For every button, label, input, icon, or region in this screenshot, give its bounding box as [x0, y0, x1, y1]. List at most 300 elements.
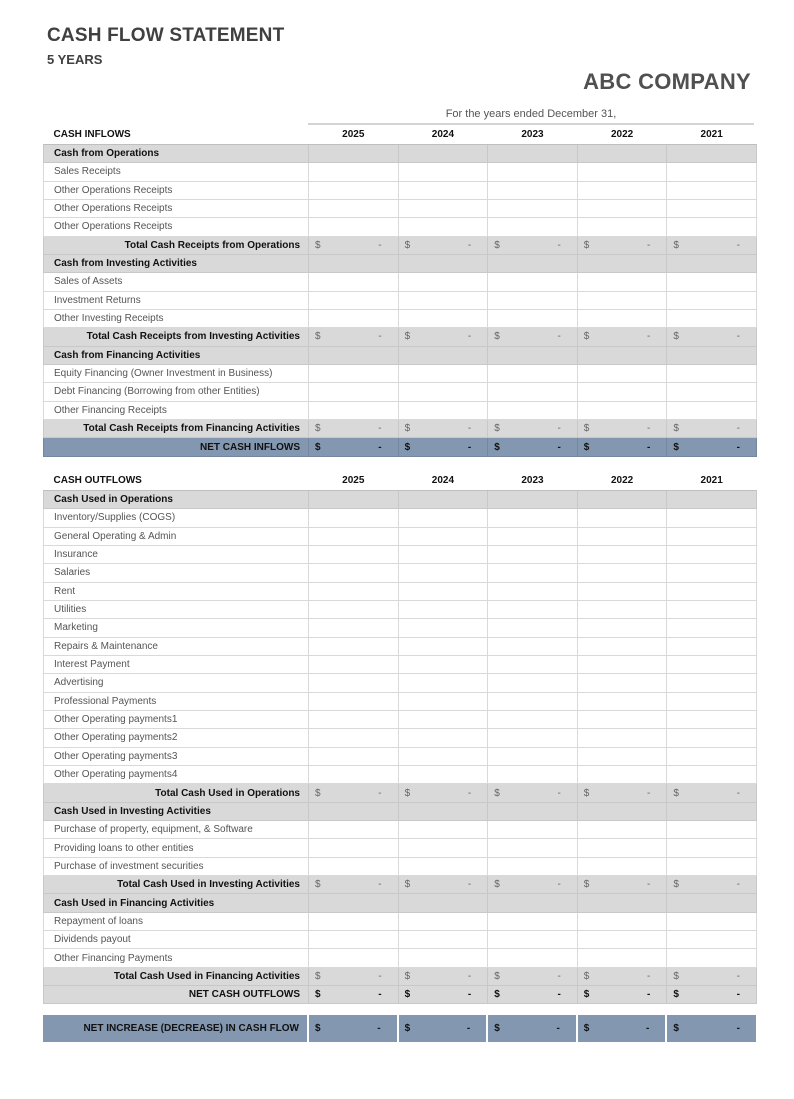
value-cell-2021[interactable]: [667, 383, 757, 401]
value-cell-2024[interactable]: [398, 254, 488, 272]
value-cell-2024[interactable]: [398, 199, 488, 217]
value-cell-2025[interactable]: [309, 747, 399, 765]
value-cell-2023[interactable]: [488, 490, 578, 508]
amount-cell-2025[interactable]: [309, 784, 399, 802]
value-cell-2025[interactable]: [309, 931, 399, 949]
value-cell-2024[interactable]: [398, 821, 488, 839]
amount-value: -: [378, 787, 382, 799]
amount-cell-2025[interactable]: [309, 438, 399, 456]
value-cell-2021[interactable]: [667, 766, 757, 784]
value-cell-2023[interactable]: [488, 619, 578, 637]
value-cell-2025[interactable]: [309, 490, 399, 508]
value-cell-2022[interactable]: [577, 912, 667, 930]
value-cell-2024[interactable]: [398, 346, 488, 364]
value-cell-2022[interactable]: [577, 291, 667, 309]
value-cell-2024[interactable]: [398, 747, 488, 765]
section-total-row: [44, 967, 757, 985]
amount-cell-2024[interactable]: [398, 438, 488, 456]
value-cell-2023[interactable]: [488, 839, 578, 857]
value-cell-2023[interactable]: [488, 637, 578, 655]
value-cell-2022[interactable]: [577, 527, 667, 545]
value-cell-2025[interactable]: [309, 894, 399, 912]
line-item-row-label: Other Financing Receipts: [44, 401, 309, 419]
value-cell-2024[interactable]: [398, 674, 488, 692]
value-cell-2023[interactable]: [488, 710, 578, 728]
value-cell-2022[interactable]: [577, 802, 667, 820]
value-cell-2021[interactable]: [667, 857, 757, 875]
amount-cell-2022[interactable]: [577, 236, 667, 254]
value-cell-2023[interactable]: [488, 163, 578, 181]
amount-cell-2022[interactable]: [577, 876, 667, 894]
value-cell-2025[interactable]: [309, 144, 399, 162]
value-cell-2023[interactable]: [488, 692, 578, 710]
value-cell-2023[interactable]: [488, 527, 578, 545]
value-cell-2022[interactable]: [577, 181, 667, 199]
value-cell-2023[interactable]: [488, 199, 578, 217]
amount-cell-2023[interactable]: [488, 328, 578, 346]
value-cell-2022[interactable]: [577, 509, 667, 527]
amount-cell-2023[interactable]: [488, 876, 578, 894]
value-cell-2024[interactable]: [398, 619, 488, 637]
value-cell-2021[interactable]: [667, 144, 757, 162]
value-cell-2023[interactable]: [488, 401, 578, 419]
net-increase-row-label: NET INCREASE (DECREASE) IN CASH FLOW: [43, 1015, 308, 1042]
amount-cell-2025[interactable]: [309, 328, 399, 346]
value-cell-2023[interactable]: [488, 747, 578, 765]
line-item-row: [44, 710, 757, 728]
value-cell-2023[interactable]: [488, 582, 578, 600]
line-item-row: [44, 309, 757, 327]
section-total-row: [44, 236, 757, 254]
value-cell-2025[interactable]: [309, 674, 399, 692]
amount-value: -: [467, 989, 472, 1001]
year-header-2022: 2022: [577, 126, 667, 144]
value-cell-2025[interactable]: [309, 218, 399, 236]
value-cell-2023[interactable]: [488, 655, 578, 673]
value-cell-2022[interactable]: [577, 364, 667, 382]
line-item-row: [44, 600, 757, 618]
value-cell-2021[interactable]: [667, 218, 757, 236]
amount-value: -: [647, 787, 651, 799]
value-cell-2022[interactable]: [577, 766, 667, 784]
section-total-row: [44, 420, 757, 438]
net-cash-outflows-row-label: NET CASH OUTFLOWS: [44, 986, 309, 1004]
line-item-row-label: Professional Payments: [44, 692, 309, 710]
net-cash-inflows-row: [44, 438, 757, 456]
value-cell-2024[interactable]: [398, 857, 488, 875]
value-cell-2023[interactable]: [488, 857, 578, 875]
amount-value: -: [736, 989, 740, 1001]
value-cell-2021[interactable]: [667, 527, 757, 545]
value-cell-2022[interactable]: [577, 655, 667, 673]
value-cell-2021[interactable]: [667, 364, 757, 382]
value-cell-2023[interactable]: [488, 729, 578, 747]
value-cell-2025[interactable]: [309, 199, 399, 217]
value-cell-2023[interactable]: [488, 600, 578, 618]
line-item-row-label: Salaries: [44, 564, 309, 582]
amount-cell-2021[interactable]: [667, 784, 757, 802]
amount-cell-2022[interactable]: [577, 967, 667, 985]
value-cell-2024[interactable]: [398, 894, 488, 912]
amount-cell-2021[interactable]: [667, 438, 757, 456]
value-cell-2024[interactable]: [398, 766, 488, 784]
value-cell-2023[interactable]: [488, 346, 578, 364]
value-cell-2025[interactable]: [309, 710, 399, 728]
value-cell-2025[interactable]: [309, 619, 399, 637]
value-cell-2025[interactable]: [309, 181, 399, 199]
currency-symbol: $: [315, 423, 321, 435]
currency-symbol: $: [583, 441, 590, 453]
value-cell-2025[interactable]: [309, 291, 399, 309]
value-cell-2023[interactable]: [488, 254, 578, 272]
value-cell-2023[interactable]: [488, 383, 578, 401]
value-cell-2023[interactable]: [488, 218, 578, 236]
value-cell-2021[interactable]: [667, 931, 757, 949]
value-cell-2024[interactable]: [398, 383, 488, 401]
value-cell-2022[interactable]: [577, 692, 667, 710]
line-item-row-label: Purchase of property, equipment, & Software: [44, 821, 309, 839]
amount-cell-2024[interactable]: [398, 967, 488, 985]
value-cell-2022[interactable]: [577, 254, 667, 272]
value-cell-2021[interactable]: [667, 619, 757, 637]
value-cell-2021[interactable]: [667, 545, 757, 563]
amount-cell-2025[interactable]: [308, 1015, 398, 1042]
value-cell-2023[interactable]: [488, 766, 578, 784]
value-cell-2022[interactable]: [577, 199, 667, 217]
value-cell-2023[interactable]: [488, 931, 578, 949]
value-cell-2023[interactable]: [488, 802, 578, 820]
amount-cell-2022[interactable]: [577, 986, 667, 1004]
value-cell-2021[interactable]: [667, 509, 757, 527]
currency-symbol: $: [404, 970, 411, 982]
value-cell-2025[interactable]: [309, 802, 399, 820]
value-cell-2022[interactable]: [577, 839, 667, 857]
currency-symbol: $: [404, 787, 411, 799]
value-cell-2024[interactable]: [398, 949, 488, 967]
value-cell-2021[interactable]: [667, 564, 757, 582]
value-cell-2025[interactable]: [309, 364, 399, 382]
value-cell-2024[interactable]: [398, 401, 488, 419]
amount-cell-2024[interactable]: [398, 420, 488, 438]
amount-cell-2023[interactable]: [488, 986, 578, 1004]
currency-symbol: $: [494, 1023, 500, 1034]
currency-symbol: $: [315, 239, 321, 251]
value-cell-2022[interactable]: [577, 144, 667, 162]
value-cell-2024[interactable]: [398, 527, 488, 545]
amount-cell-2024[interactable]: [398, 1015, 488, 1042]
value-cell-2022[interactable]: [577, 383, 667, 401]
value-cell-2024[interactable]: [398, 364, 488, 382]
amount-cell-2023[interactable]: [488, 420, 578, 438]
currency-symbol: $: [315, 787, 321, 799]
currency-symbol: $: [494, 787, 500, 799]
line-item-row-label: Other Investing Receipts: [44, 309, 309, 327]
value-cell-2024[interactable]: [398, 839, 488, 857]
line-item-row-label: Equity Financing (Owner Investment in Business): [44, 364, 309, 382]
value-cell-2021[interactable]: [667, 346, 757, 364]
amount-cell-2024[interactable]: [398, 986, 488, 1004]
currency-symbol: $: [315, 989, 321, 1001]
value-cell-2021[interactable]: [667, 912, 757, 930]
value-cell-2025[interactable]: [309, 163, 399, 181]
line-item-row: [44, 931, 757, 949]
value-cell-2022[interactable]: [577, 218, 667, 236]
year-header-2022: 2022: [577, 472, 667, 490]
value-cell-2025[interactable]: [309, 655, 399, 673]
amount-cell-2024[interactable]: [398, 876, 488, 894]
section-title-row: [44, 894, 757, 912]
value-cell-2023[interactable]: [488, 821, 578, 839]
currency-symbol: $: [583, 787, 590, 799]
line-item-row: [44, 821, 757, 839]
value-cell-2024[interactable]: [398, 144, 488, 162]
value-cell-2023[interactable]: [488, 509, 578, 527]
value-cell-2022[interactable]: [577, 600, 667, 618]
value-cell-2022[interactable]: [577, 564, 667, 582]
amount-value: -: [736, 441, 740, 453]
amount-value: -: [466, 1023, 471, 1034]
amount-cell-2022[interactable]: [577, 420, 667, 438]
value-cell-2022[interactable]: [577, 821, 667, 839]
value-cell-2024[interactable]: [398, 309, 488, 327]
amount-cell-2022[interactable]: [577, 784, 667, 802]
value-cell-2021[interactable]: [667, 637, 757, 655]
line-item-row-label: Other Financing Payments: [44, 949, 309, 967]
amount-cell-2021[interactable]: [667, 236, 757, 254]
amount-value: -: [736, 879, 740, 891]
value-cell-2022[interactable]: [577, 401, 667, 419]
value-cell-2025[interactable]: [309, 527, 399, 545]
value-cell-2023[interactable]: [488, 949, 578, 967]
currency-symbol: $: [315, 879, 321, 891]
value-cell-2022[interactable]: [577, 637, 667, 655]
value-cell-2025[interactable]: [309, 821, 399, 839]
value-cell-2025[interactable]: [309, 857, 399, 875]
amount-cell-2021[interactable]: [667, 876, 757, 894]
amount-value: -: [646, 1023, 650, 1034]
amount-cell-2022[interactable]: [577, 1015, 667, 1042]
value-cell-2022[interactable]: [577, 163, 667, 181]
value-cell-2025[interactable]: [309, 383, 399, 401]
value-cell-2023[interactable]: [488, 674, 578, 692]
value-cell-2021[interactable]: [667, 291, 757, 309]
amount-value: -: [378, 331, 382, 343]
amount-value: -: [647, 970, 651, 982]
value-cell-2023[interactable]: [488, 364, 578, 382]
amount-cell-2025[interactable]: [309, 986, 399, 1004]
amount-cell-2025[interactable]: [309, 236, 399, 254]
currency-symbol: $: [673, 239, 679, 251]
value-cell-2023[interactable]: [488, 894, 578, 912]
amount-cell-2021[interactable]: [667, 328, 757, 346]
value-cell-2022[interactable]: [577, 894, 667, 912]
value-cell-2024[interactable]: [398, 490, 488, 508]
amount-value: -: [378, 989, 382, 1001]
value-cell-2024[interactable]: [398, 729, 488, 747]
amount-cell-2025[interactable]: [309, 967, 399, 985]
value-cell-2025[interactable]: [309, 949, 399, 967]
value-cell-2023[interactable]: [488, 144, 578, 162]
value-cell-2021[interactable]: [667, 254, 757, 272]
value-cell-2024[interactable]: [398, 181, 488, 199]
value-cell-2021[interactable]: [667, 655, 757, 673]
value-cell-2022[interactable]: [577, 309, 667, 327]
value-cell-2021[interactable]: [667, 674, 757, 692]
amount-cell-2021[interactable]: [666, 1015, 756, 1042]
amount-cell-2022[interactable]: [577, 438, 667, 456]
amount-value: -: [557, 787, 561, 799]
value-cell-2025[interactable]: [309, 729, 399, 747]
amount-cell-2021[interactable]: [667, 986, 757, 1004]
value-cell-2025[interactable]: [309, 346, 399, 364]
value-cell-2025[interactable]: [309, 401, 399, 419]
currency-symbol: $: [673, 1023, 679, 1034]
value-cell-2022[interactable]: [577, 545, 667, 563]
value-cell-2021[interactable]: [667, 729, 757, 747]
line-item-row: [44, 674, 757, 692]
amount-value: -: [736, 970, 740, 982]
value-cell-2021[interactable]: [667, 894, 757, 912]
currency-symbol: $: [583, 970, 590, 982]
value-cell-2022[interactable]: [577, 949, 667, 967]
amount-value: -: [377, 1023, 381, 1034]
amount-value: -: [378, 879, 382, 891]
amount-cell-2025[interactable]: [309, 420, 399, 438]
line-item-row-label: Debt Financing (Borrowing from other Entities): [44, 383, 309, 401]
value-cell-2023[interactable]: [488, 181, 578, 199]
value-cell-2021[interactable]: [667, 490, 757, 508]
section-total-row-label: Total Cash Receipts from Financing Activities: [44, 420, 309, 438]
value-cell-2023[interactable]: [488, 564, 578, 582]
value-cell-2021[interactable]: [667, 839, 757, 857]
value-cell-2024[interactable]: [398, 163, 488, 181]
amount-value: -: [467, 441, 472, 453]
value-cell-2025[interactable]: [309, 564, 399, 582]
line-item-row: [44, 383, 757, 401]
value-cell-2025[interactable]: [309, 582, 399, 600]
value-cell-2024[interactable]: [398, 710, 488, 728]
value-cell-2021[interactable]: [667, 181, 757, 199]
document-subtitle: 5 YEARS: [47, 52, 103, 67]
value-cell-2022[interactable]: [577, 346, 667, 364]
amount-value: -: [557, 441, 561, 453]
value-cell-2023[interactable]: [488, 273, 578, 291]
value-cell-2025[interactable]: [309, 766, 399, 784]
value-cell-2022[interactable]: [577, 710, 667, 728]
section-total-row: [44, 328, 757, 346]
net-cash-inflows-row-label: NET CASH INFLOWS: [44, 438, 309, 456]
value-cell-2025[interactable]: [309, 309, 399, 327]
value-cell-2021[interactable]: [667, 821, 757, 839]
section-title-row-label: Cash from Operations: [44, 144, 309, 162]
value-cell-2024[interactable]: [398, 637, 488, 655]
value-cell-2024[interactable]: [398, 564, 488, 582]
value-cell-2022[interactable]: [577, 931, 667, 949]
value-cell-2021[interactable]: [667, 163, 757, 181]
amount-value: -: [647, 441, 651, 453]
value-cell-2025[interactable]: [309, 509, 399, 527]
value-cell-2023[interactable]: [488, 291, 578, 309]
value-cell-2024[interactable]: [398, 655, 488, 673]
amount-cell-2021[interactable]: [667, 420, 757, 438]
value-cell-2023[interactable]: [488, 545, 578, 563]
value-cell-2024[interactable]: [398, 218, 488, 236]
amount-cell-2023[interactable]: [488, 967, 578, 985]
value-cell-2024[interactable]: [398, 931, 488, 949]
value-cell-2022[interactable]: [577, 582, 667, 600]
amount-cell-2024[interactable]: [398, 236, 488, 254]
amount-cell-2024[interactable]: [398, 328, 488, 346]
value-cell-2025[interactable]: [309, 839, 399, 857]
value-cell-2022[interactable]: [577, 729, 667, 747]
value-cell-2025[interactable]: [309, 254, 399, 272]
value-cell-2022[interactable]: [577, 273, 667, 291]
value-cell-2024[interactable]: [398, 291, 488, 309]
value-cell-2021[interactable]: [667, 710, 757, 728]
value-cell-2024[interactable]: [398, 600, 488, 618]
amount-cell-2024[interactable]: [398, 784, 488, 802]
value-cell-2021[interactable]: [667, 199, 757, 217]
value-cell-2022[interactable]: [577, 674, 667, 692]
value-cell-2022[interactable]: [577, 747, 667, 765]
value-cell-2024[interactable]: [398, 545, 488, 563]
value-cell-2025[interactable]: [309, 273, 399, 291]
value-cell-2022[interactable]: [577, 857, 667, 875]
value-cell-2024[interactable]: [398, 912, 488, 930]
line-item-row-label: Marketing: [44, 619, 309, 637]
amount-value: -: [736, 331, 740, 343]
value-cell-2024[interactable]: [398, 582, 488, 600]
amount-value: -: [467, 787, 472, 799]
section-title-row-label: Cash Used in Financing Activities: [44, 894, 309, 912]
value-cell-2021[interactable]: [667, 600, 757, 618]
value-cell-2023[interactable]: [488, 309, 578, 327]
value-cell-2024[interactable]: [398, 273, 488, 291]
value-cell-2021[interactable]: [667, 582, 757, 600]
value-cell-2022[interactable]: [577, 619, 667, 637]
amount-cell-2025[interactable]: [309, 876, 399, 894]
value-cell-2025[interactable]: [309, 912, 399, 930]
value-cell-2021[interactable]: [667, 949, 757, 967]
value-cell-2024[interactable]: [398, 509, 488, 527]
value-cell-2025[interactable]: [309, 600, 399, 618]
value-cell-2023[interactable]: [488, 912, 578, 930]
year-header-2023: 2023: [488, 472, 578, 490]
value-cell-2021[interactable]: [667, 802, 757, 820]
value-cell-2022[interactable]: [577, 490, 667, 508]
amount-cell-2023[interactable]: [488, 784, 578, 802]
value-cell-2021[interactable]: [667, 747, 757, 765]
value-cell-2021[interactable]: [667, 401, 757, 419]
line-item-row-label: Insurance: [44, 545, 309, 563]
currency-symbol: $: [494, 879, 500, 891]
value-cell-2021[interactable]: [667, 309, 757, 327]
value-cell-2025[interactable]: [309, 692, 399, 710]
amount-cell-2021[interactable]: [667, 967, 757, 985]
value-cell-2021[interactable]: [667, 692, 757, 710]
amount-cell-2023[interactable]: [487, 1015, 577, 1042]
value-cell-2021[interactable]: [667, 273, 757, 291]
section-header-label: CASH INFLOWS: [44, 126, 309, 144]
amount-cell-2023[interactable]: [488, 236, 578, 254]
value-cell-2024[interactable]: [398, 692, 488, 710]
value-cell-2025[interactable]: [309, 545, 399, 563]
value-cell-2025[interactable]: [309, 637, 399, 655]
amount-cell-2022[interactable]: [577, 328, 667, 346]
section-title-row: [44, 346, 757, 364]
value-cell-2024[interactable]: [398, 802, 488, 820]
amount-cell-2023[interactable]: [488, 438, 578, 456]
